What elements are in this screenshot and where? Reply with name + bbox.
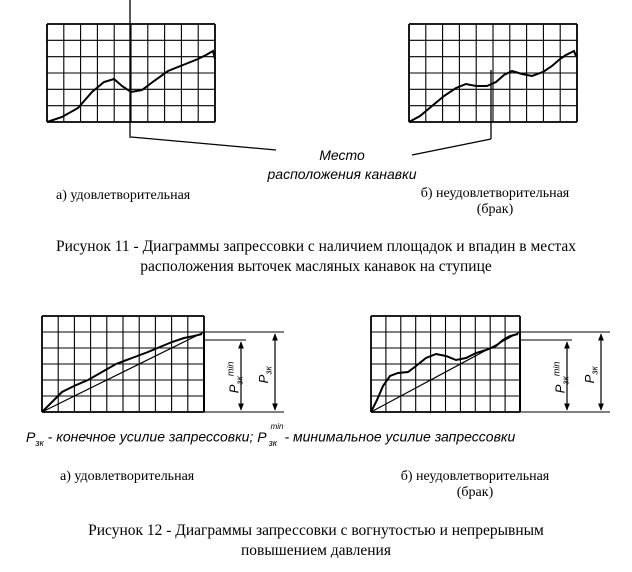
- legend-sym2-stack: [267, 422, 284, 448]
- fig11-label-b-line2: (брак): [476, 202, 514, 217]
- fig11-label-b: [392, 186, 598, 218]
- fig11-caption-line1: Рисунок 11 - Диаграммы запрессовки с наличием площадок и впадин в местах: [55, 238, 577, 255]
- dim-sup: min: [225, 361, 236, 377]
- dim-sup: min: [551, 361, 562, 377]
- fig11-callout-diagonal-right: [412, 139, 491, 155]
- fig12-caption: [0, 521, 632, 561]
- fig12-label-b: [372, 469, 578, 501]
- fig11-label-a: а) удовлетворительная: [56, 188, 191, 203]
- legend-sym2-sup: min: [270, 422, 284, 431]
- dim-main: P: [552, 384, 568, 394]
- legend-symbol-pmin: [257, 422, 284, 448]
- legend-text2: - минимальное усилие запрессовки: [280, 428, 516, 445]
- fig11-caption: [0, 237, 632, 277]
- fig12-dim-label-p-a: [256, 366, 274, 383]
- fig11-grid-a: [47, 24, 215, 122]
- dim-main: P: [226, 384, 242, 394]
- dim-sub: зк: [589, 366, 600, 375]
- fig11-callout-diagonal-left: [131, 137, 276, 150]
- fig12-legend: [26, 422, 516, 448]
- dim-main: P: [255, 374, 271, 384]
- legend-sym2-main: P: [257, 428, 267, 445]
- fig12-dim-label-pmin-b: [551, 362, 570, 394]
- fig12-grid-b: [371, 316, 520, 412]
- fig11-caption-line2: расположения выточек масляных канавок на ступице: [140, 258, 492, 275]
- legend-symbol-p: [26, 428, 44, 448]
- fig12-caption-line1: Рисунок 12 - Диаграммы запрессовки с вогнутостью и непрерывным: [88, 522, 544, 539]
- dim-sub: зк: [263, 366, 274, 375]
- fig11-label-b-line1: б) неудовлетворительная: [420, 186, 570, 201]
- fig11-grid-b: [409, 24, 577, 122]
- fig11-callout-text: [262, 146, 422, 184]
- legend-text1: - конечное усилие запрессовки;: [43, 428, 258, 445]
- fig12-caption-line2: повышением давления: [241, 542, 391, 559]
- fig12-grid-a: [42, 316, 204, 412]
- dim-sub: зк: [560, 376, 571, 385]
- fig12-label-b-line2: (брак): [456, 485, 494, 500]
- legend-sym2-sub: зк: [268, 438, 278, 448]
- fig12-dim-label-pmin-a: [225, 362, 244, 394]
- fig11-callout-line1: Место: [319, 147, 365, 163]
- fig12-label-b-line1: б) неудовлетворительная: [400, 469, 550, 484]
- fig12-label-a: а) удовлетворительная: [60, 469, 195, 484]
- dim-sub: зк: [234, 376, 245, 385]
- legend-sym1-main: P: [26, 428, 36, 445]
- fig11-callout-line2: расположения канавки: [267, 166, 417, 182]
- dim-main: P: [581, 374, 597, 384]
- fig12-dim-label-p-b: [582, 366, 600, 383]
- legend-sym1-sub: зк: [35, 437, 44, 448]
